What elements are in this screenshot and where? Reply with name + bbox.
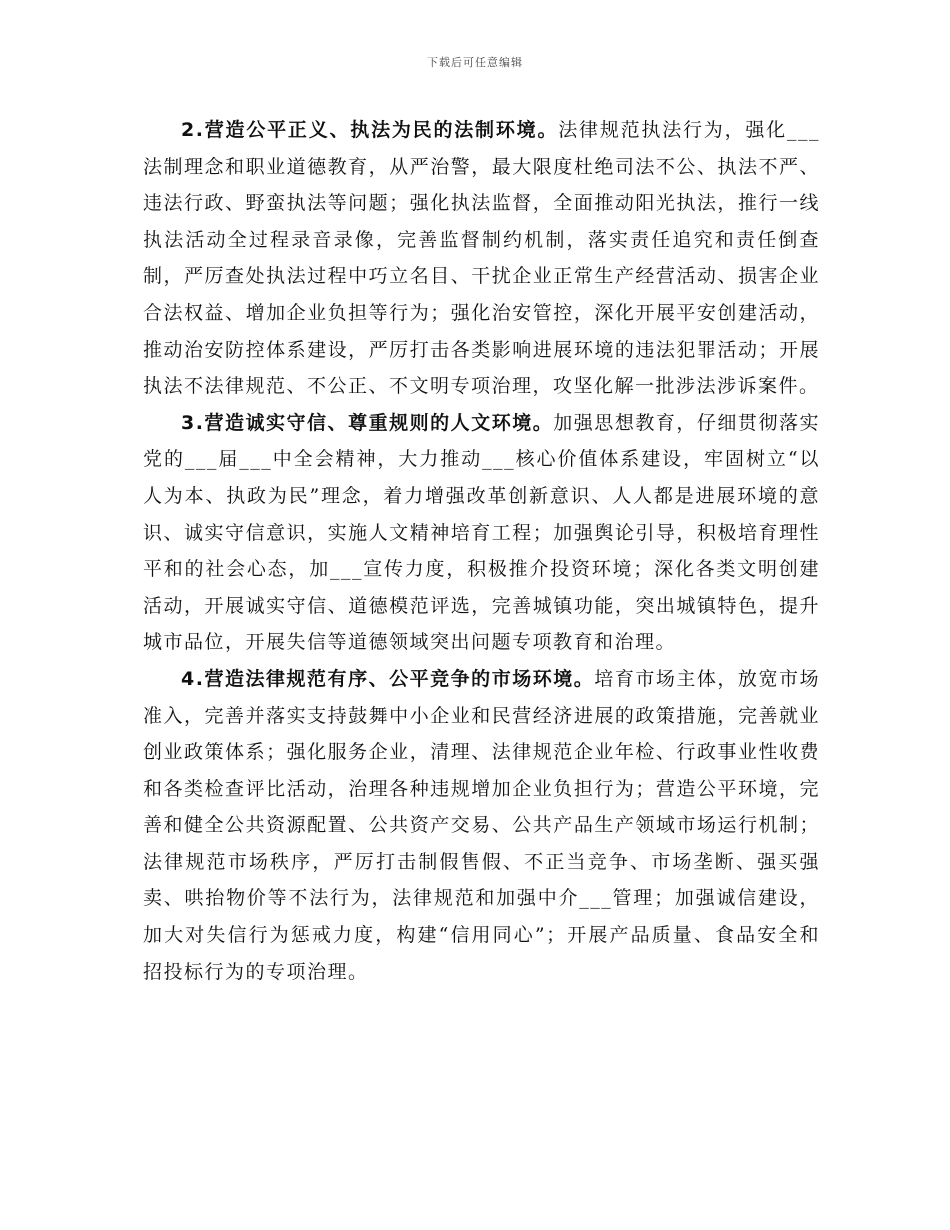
paragraph-text: 培育市场主体，放宽市场准入，完善并落实支持鼓舞中小企业和民营经济进展的政策措施，完善就业创业政策体系；强化服务企业，清理、法律规范企业年检、行政事业性收费和各类检查评比活动，治理各种违规增加企业负担行为；营造公平环境，完善和健全公共资源配置、公共资产交易、公共产品生产领域市场运行机制；法律规范市场秩序，严厉打击制假售假、不正当竞争、市场垄断、强买强卖、哄抬物价等不法行为，法律规范和加强中介___管理；加强诚信建设，加大对失信行为惩戒力度，构建“信用同心”；开展产品质量、食品安全和招投标行为的专项治理。 <box>143 667 820 983</box>
paragraph-text: 加强思想教育，仔细贯彻落实党的___届___中全会精神，大力推动___核心价值体系建设，牢固树立“以人为本、执政为民”理念，着力增强改革创新意识、人人都是进展环境的意识、诚实守信意识，实施人文精神培育工程；加强舆论引导，积极培育理性平和的社会心态，加___宣传力度，积极推介投资环境；深化各类文明创建活动，开展诚实守信、道德模范评选，完善城镇功能，突出城镇特色，提升城市品位，开展失信等道德领域突出问题专项教育和治理。 <box>143 411 820 654</box>
paragraph-heading: 2.营造公平正义、执法为民的法制环境。 <box>181 119 559 141</box>
paragraph-heading: 3.营造诚实守信、尊重规则的人文环境。 <box>181 411 554 434</box>
document-body <box>143 112 820 990</box>
paragraph-4 <box>143 661 820 990</box>
paragraph-text: 法律规范执法行为，强化___法制理念和职业道德教育，从严治警，最大限度杜绝司法不公、执法不严、违法行政、野蛮执法等问题；强化执法监督，全面推动阳光执法，推行一线执法活动全过程录音录像，完善监督制约机制，落实责任追究和责任倒查制，严厉查处执法过程中巧立名目、干扰企业正常生产经营活动、损害企业合法权益、增加企业负担等行为；强化治安管控，深化开展平安创建活动，推动治安防控体系建设，严厉打击各类影响进展环境的违法犯罪活动；开展执法不法律规范、不公正、不文明专项治理，攻坚化解一批涉法涉诉案件。 <box>143 119 820 398</box>
page-header: 下载后可任意编辑 <box>427 56 523 69</box>
paragraph-heading: 4.营造法律规范有序、公平竞争的市场环境。 <box>181 667 595 690</box>
paragraph-2 <box>143 112 820 405</box>
paragraph-3 <box>143 405 820 661</box>
